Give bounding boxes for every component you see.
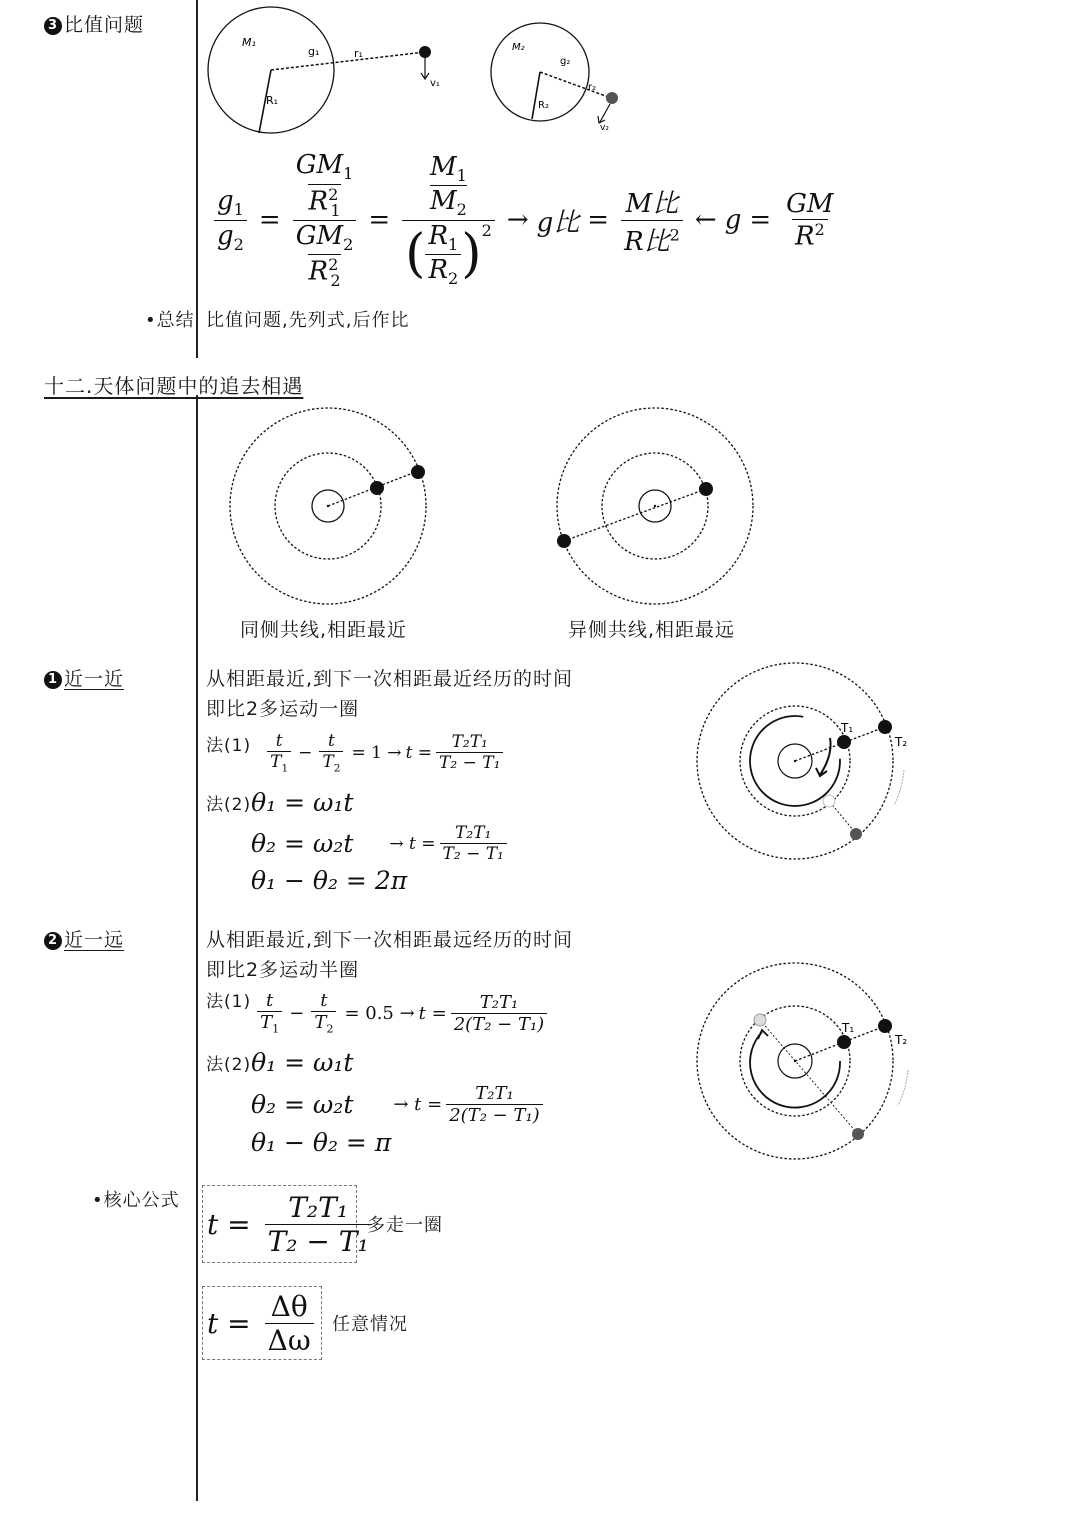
label-g1: g₁ [308, 45, 320, 58]
orbit-diagram-case1 [690, 660, 920, 870]
label-r2: r₂ [588, 82, 597, 93]
section3-title: 比值问题 [64, 14, 145, 36]
number-1-badge: 1 [44, 671, 62, 689]
planet-diagram-2 [480, 20, 640, 140]
planet-diagram-1 [200, 0, 460, 140]
case2-heading [44, 925, 124, 952]
section3-heading [44, 10, 144, 37]
case2-description-2: 即比2多运动半圈 [206, 959, 360, 981]
caption-opposite-side: 异侧共线,相距最远 [568, 619, 736, 641]
formula-box-1: t = $\frac{\text{T₂T₁}}{\text{T₂ − T₁}}$ [202, 1185, 357, 1263]
section12-title: 十二.天体问题中的追去相遇 [44, 374, 304, 398]
case2-description-1: 从相距最近,到下一次相距最远经历的时间 [206, 929, 574, 951]
label-R1: R₁ [266, 94, 279, 107]
label-T1-case2: T₁ [842, 1021, 855, 1035]
mass-over-radius-fraction: $M_1$ $M_2$ ( $\frac{R_1}{R_2}$ ) $^2$ [402, 152, 495, 288]
case1-method2: 法(2) θ₁ = ω₁t θ₂ = ω₂t → t = $\frac{\text{T₂T₁}}{\text{T₂ − T₁}}$ θ₁ − θ₂ = 2π [206, 788, 511, 895]
summary-label: •总结 [145, 310, 195, 331]
label-T2-case2: T₂ [895, 1033, 908, 1047]
g-ratio-fraction: $\frac{g_1}{g_2}$ [214, 186, 247, 253]
label-g2: g₂ [560, 56, 571, 67]
case1-description-2: 即比2多运动一圈 [206, 698, 360, 720]
case1-heading [44, 664, 124, 691]
label-m2: M₂ [512, 42, 525, 53]
core-formula-1 [202, 1185, 443, 1263]
label-v2: v₂ [600, 123, 609, 133]
orbit-diagram-case2 [690, 960, 920, 1165]
label-r1: r₁ [354, 47, 363, 60]
label-T2-case1: T₂ [895, 735, 908, 749]
gm-over-r-fraction: $GM_1$ $R^2_1$ $GM_2$ $R^2_2$ [293, 150, 357, 289]
orbit-diagram-farthest [552, 405, 757, 610]
case2-method2: 法(2) θ₁ = ω₁t θ₂ = ω₂t → t = $\frac{\text{T₂T₁}}{\text{2(T₂ − T₁)}}$ θ₁ − θ₂ = π [206, 1048, 547, 1157]
case1-title: 近一近 [64, 668, 125, 690]
case2-title: 近一远 [64, 929, 125, 951]
divider-line-main [196, 395, 198, 1501]
gm-over-r2: $\frac{GM}{R^2}$ [786, 188, 834, 252]
formula-box-2: t = $\frac{\Delta\theta}{\Delta\omega}$ [202, 1286, 322, 1360]
core-formula-label: •核心公式 [92, 1190, 180, 1211]
case2-method1: 法(1) $\frac{t}{T_1}$ − $\frac{t}{T_2}$ = 0.5 → t = $\frac{\text{T₂T₁}}{\text{2(T₂ − T₁)}}$ [206, 985, 551, 1041]
divider-line-top [196, 0, 198, 358]
label-m1: M₁ [242, 36, 256, 49]
label-v1: v₁ [430, 78, 440, 89]
label-T1-case1: T₁ [841, 721, 854, 735]
note-any-case: 任意情况 [332, 1314, 408, 1335]
ratio-formula: $\frac{g_1}{g_2}$ = $GM_1$ $R^2_1$ $GM_2$ $R^2_2$ = $M_1$ $M_2$ ( $\frac{R_1}{R_2}$ ) $^2$ → g比 = $\frac{\text{M比}}{R比^2}$ ← g = $\frac{GM}{R^2}$ [210, 150, 841, 290]
label-R2: R₂ [538, 100, 549, 111]
number-3-badge: 3 [44, 17, 62, 35]
m-ratio-over-r-ratio: $\frac{\text{M比}}{R比^2}$ [621, 183, 683, 258]
number-2-badge: 2 [44, 932, 62, 950]
caption-same-side: 同侧共线,相距最近 [240, 619, 408, 641]
case1-description-1: 从相距最近,到下一次相距最近经历的时间 [206, 668, 574, 690]
note-one-extra-lap: 多走一圈 [367, 1215, 443, 1236]
orbit-diagram-nearest [225, 405, 430, 610]
core-formula-2 [202, 1286, 408, 1360]
summary-text: 比值问题,先列式,后作比 [206, 310, 410, 331]
case1-method1: 法(1) $\frac{t}{T_1}$ − $\frac{t}{T_2}$ = 1 → t = $\frac{\text{T₂T₁}}{\text{T₂ − T₁}}$ [206, 725, 507, 781]
